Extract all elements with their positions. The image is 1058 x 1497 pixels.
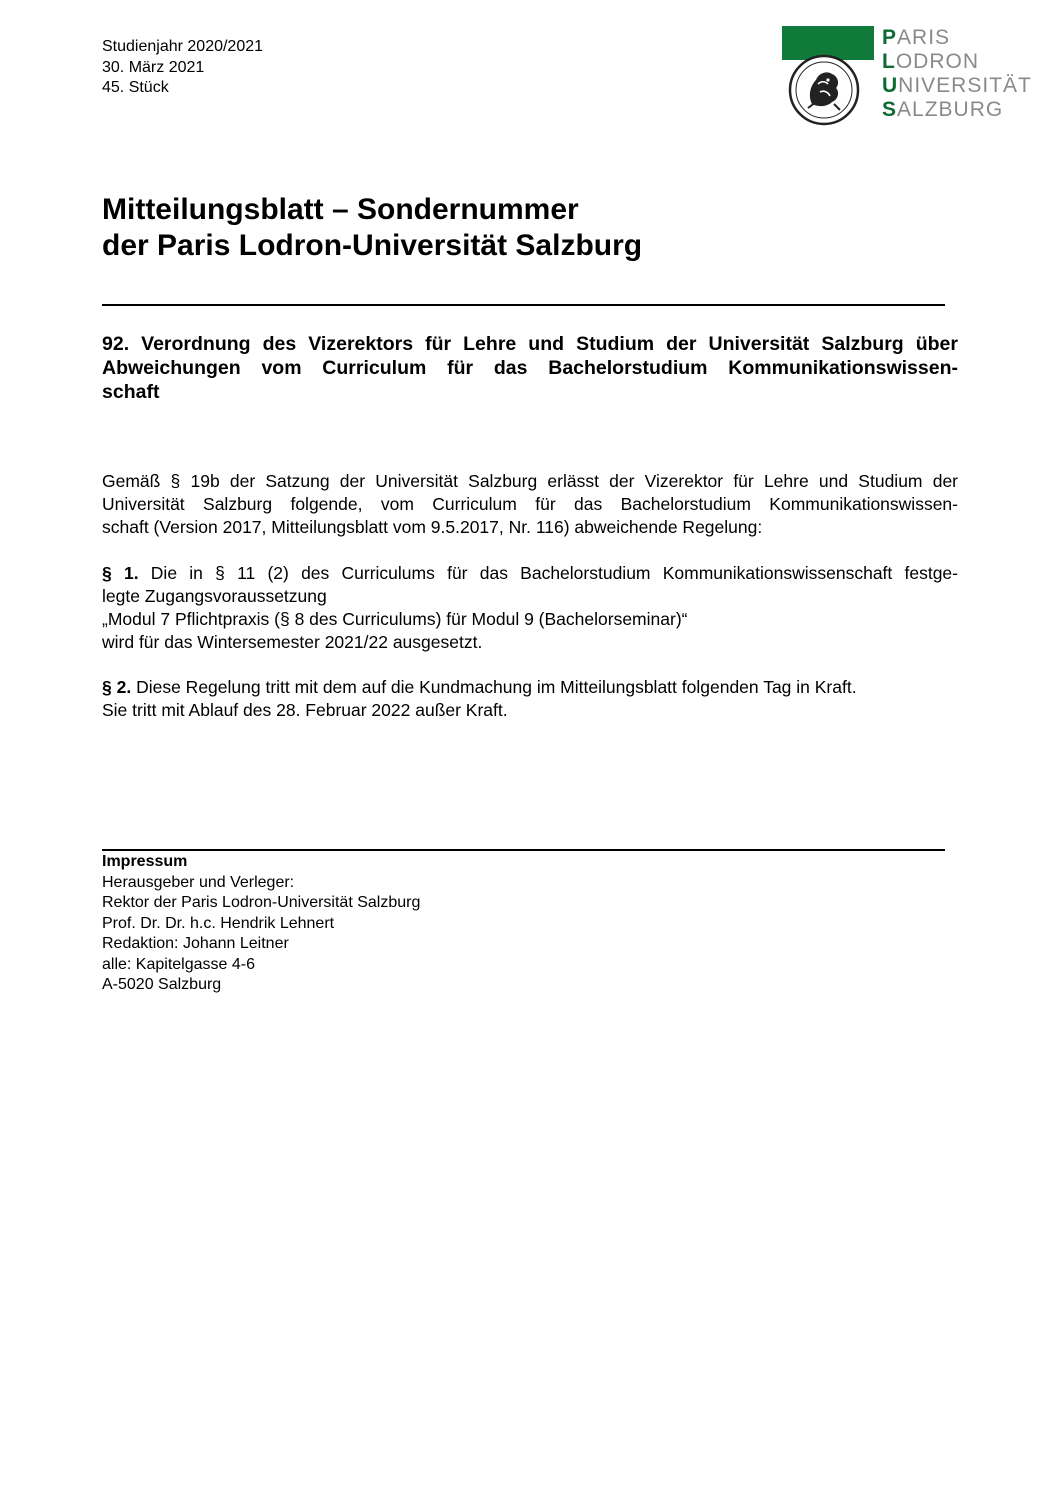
intro-line2: Universität Salzburg folgende, vom Curriculum für das Bachelorstudium Kommunikationswissen-: [102, 494, 958, 514]
logo-line-salzburg: SALZBURG: [882, 98, 1004, 121]
section-2-line1: § 2. Diese Regelung tritt mit dem auf die Kundmachung im Mitteilungsblatt folgenden Tag in Kraft.: [102, 677, 857, 697]
impressum-line: A-5020 Salzburg: [102, 976, 222, 993]
bulletin-title-line1: Mitteilungsblatt – Sondernummer: [102, 193, 579, 226]
logo-wordmark: [882, 26, 1032, 122]
issue-number: 45. Stück: [102, 79, 169, 96]
academic-year: Studienjahr 2020/2021: [102, 38, 264, 55]
issue-date: 30. März 2021: [102, 58, 205, 76]
regulation-title-line2: Abweichungen vom Curriculum für das Bachelorstudium Kommunikationswissen-: [102, 357, 958, 379]
issue-meta: [102, 37, 263, 99]
section-1-line1: § 1. Die in § 11 (2) des Curriculums für das Bachelorstudium Kommunikationswissenschaft festge-: [102, 563, 958, 583]
section-1-line3: „Modul 7 Pflichtpraxis (§ 8 des Curriculums) für Modul 9 (Bachelorseminar)“: [102, 609, 688, 629]
logo-line-universitaet: UNIVERSITÄT: [882, 74, 1032, 97]
intro-line3: schaft (Version 2017, Mitteilungsblatt vom 9.5.2017, Nr. 116) abweichende Regelung:: [102, 517, 763, 537]
bulletin-title: [102, 192, 642, 264]
logo-line-paris: PARIS: [882, 26, 951, 49]
top-divider: [102, 304, 945, 306]
section-1-line2: legte Zugangsvoraussetzung: [102, 586, 327, 606]
regulation-title-line3: schaft: [102, 381, 160, 403]
impressum-line: alle: Kapitelgasse 4-6: [102, 955, 255, 973]
section-1-label: § 1.: [102, 563, 139, 583]
section-1: [102, 562, 958, 654]
impressum-line: Herausgeber und Verleger:: [102, 873, 295, 891]
logo-line-lodron: LODRON: [882, 50, 979, 73]
impressum: [102, 852, 420, 996]
intro-paragraph: [102, 470, 958, 539]
university-logo: [782, 26, 1030, 128]
section-2-line2: Sie tritt mit Ablauf des 28. Februar 2022 außer Kraft.: [102, 700, 508, 720]
impressum-line: Rektor der Paris Lodron-Universität Salzburg: [102, 894, 421, 911]
lion-seal-icon: [788, 54, 860, 126]
impressum-line: Prof. Dr. Dr. h.c. Hendrik Lehnert: [102, 914, 335, 932]
bottom-divider: [102, 849, 945, 851]
section-2: [102, 676, 958, 722]
regulation-title: [102, 332, 958, 404]
bulletin-title-line2: der Paris Lodron-Universität Salzburg: [102, 229, 643, 262]
section-1-line4: wird für das Wintersemester 2021/22 ausgesetzt.: [102, 632, 483, 652]
impressum-heading: Impressum: [102, 853, 188, 870]
regulation-title-line1: 92. Verordnung des Vizerektors für Lehre und Studium der Universität Salzburg über: [102, 333, 958, 355]
intro-line1: Gemäß § 19b der Satzung der Universität Salzburg erlässt der Vizerektor für Lehre und Studium der: [102, 471, 958, 491]
section-2-label: § 2.: [102, 677, 132, 697]
impressum-line: Redaktion: Johann Leitner: [102, 935, 289, 952]
